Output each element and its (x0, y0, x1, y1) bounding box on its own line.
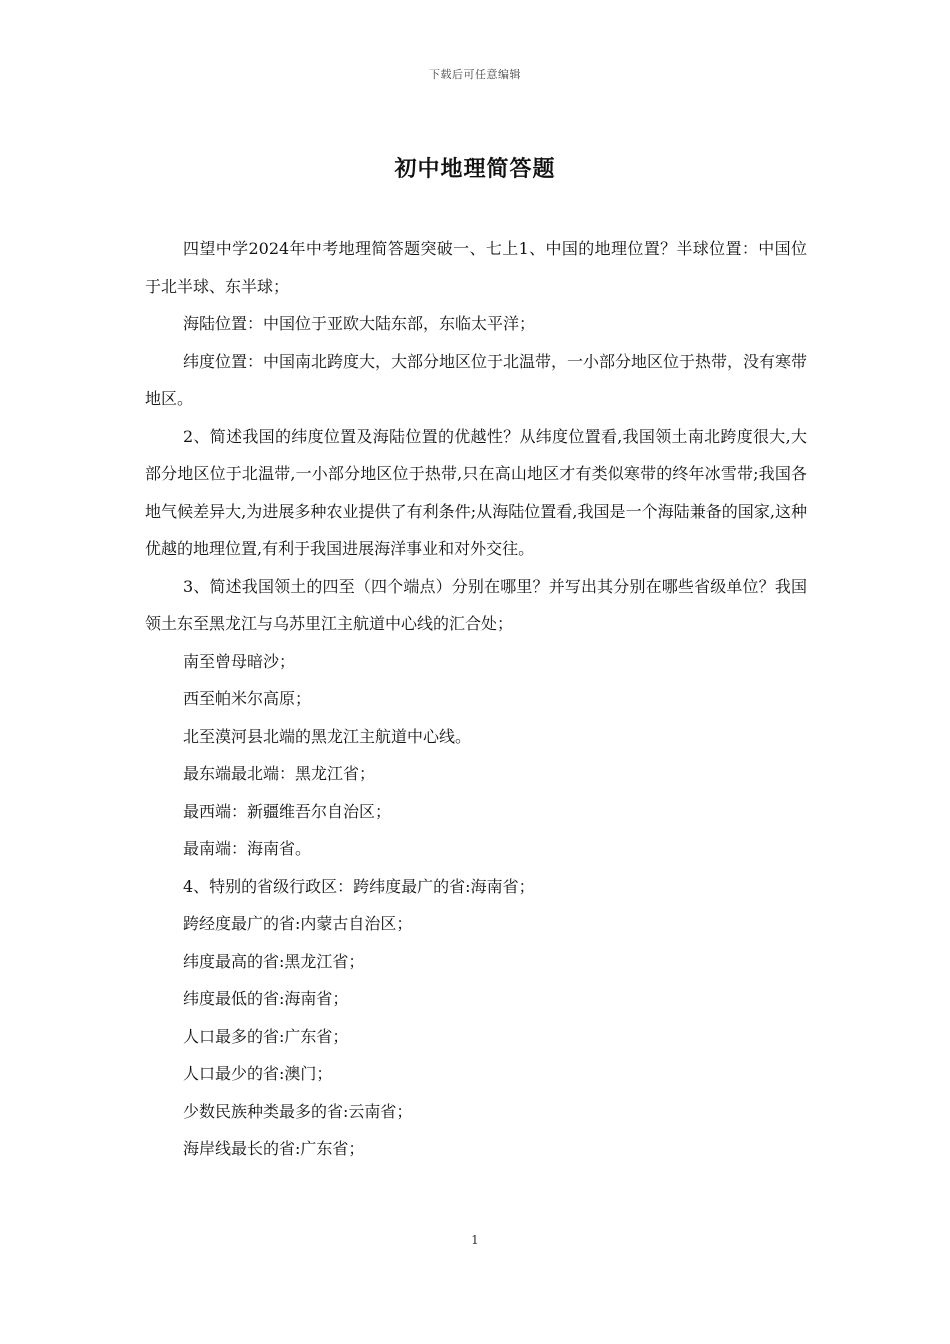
paragraph: 3、简述我国领土的四至（四个端点）分别在哪里？并写出其分别在哪些省级单位？我国领土东至黑龙江与乌苏里江主航道中心线的汇合处； (145, 576, 807, 633)
paragraph: 纬度最高的省:黑龙江省； (183, 951, 365, 971)
paragraph: 最南端：海南省。 (183, 839, 312, 858)
paragraph: 四望中学2024年中考地理简答题突破一、七上1、中国的地理位置？半球位置：中国位于北半球、东半球； (145, 239, 807, 296)
document-title: 初中地理简答题 (394, 156, 556, 182)
paragraph: 纬度位置：中国南北跨度大，大部分地区位于北温带，一小部分地区位于热带，没有寒带地区。 (145, 351, 808, 408)
document-body (145, 230, 807, 1168)
paragraph: 南至曾母暗沙； (183, 651, 296, 671)
paragraph: 最东端最北端：黑龙江省； (183, 764, 376, 783)
paragraph: 北至漠河县北端的黑龙江主航道中心线。 (183, 726, 472, 746)
paragraph: 西至帕米尔高原； (183, 689, 312, 708)
paragraph: 海陆位置：中国位于亚欧大陆东部，东临太平洋； (183, 314, 536, 333)
paragraph: 跨经度最广的省:内蒙古自治区； (183, 914, 413, 933)
header-note: 下载后可任意编辑 (429, 68, 521, 81)
paragraph: 4、特别的省级行政区：跨纬度最广的省:海南省； (183, 876, 535, 896)
paragraph: 少数民族种类最多的省:云南省； (183, 1101, 413, 1121)
paragraph: 2、简述我国的纬度位置及海陆位置的优越性？从纬度位置看,我国领土南北跨度很大,大部分地区位于北温带,一小部分地区位于热带,只在高山地区才有类似寒带的终年冰雪带;我国各地气候差异大,为进展多种农业提供了有利条件;从海陆位置看,我国是一个海陆兼备的国家,这种优越的地理位置,有利于我国进展海洋事业和对外交往。 (145, 426, 807, 558)
paragraph: 人口最多的省:广东省； (183, 1026, 349, 1046)
page-number: 1 (471, 1233, 479, 1247)
paragraph: 海岸线最长的省:广东省； (183, 1139, 365, 1158)
paragraph: 人口最少的省:澳门； (183, 1064, 333, 1083)
paragraph: 纬度最低的省:海南省； (183, 989, 349, 1008)
paragraph: 最西端：新疆维吾尔自治区； (183, 801, 392, 821)
